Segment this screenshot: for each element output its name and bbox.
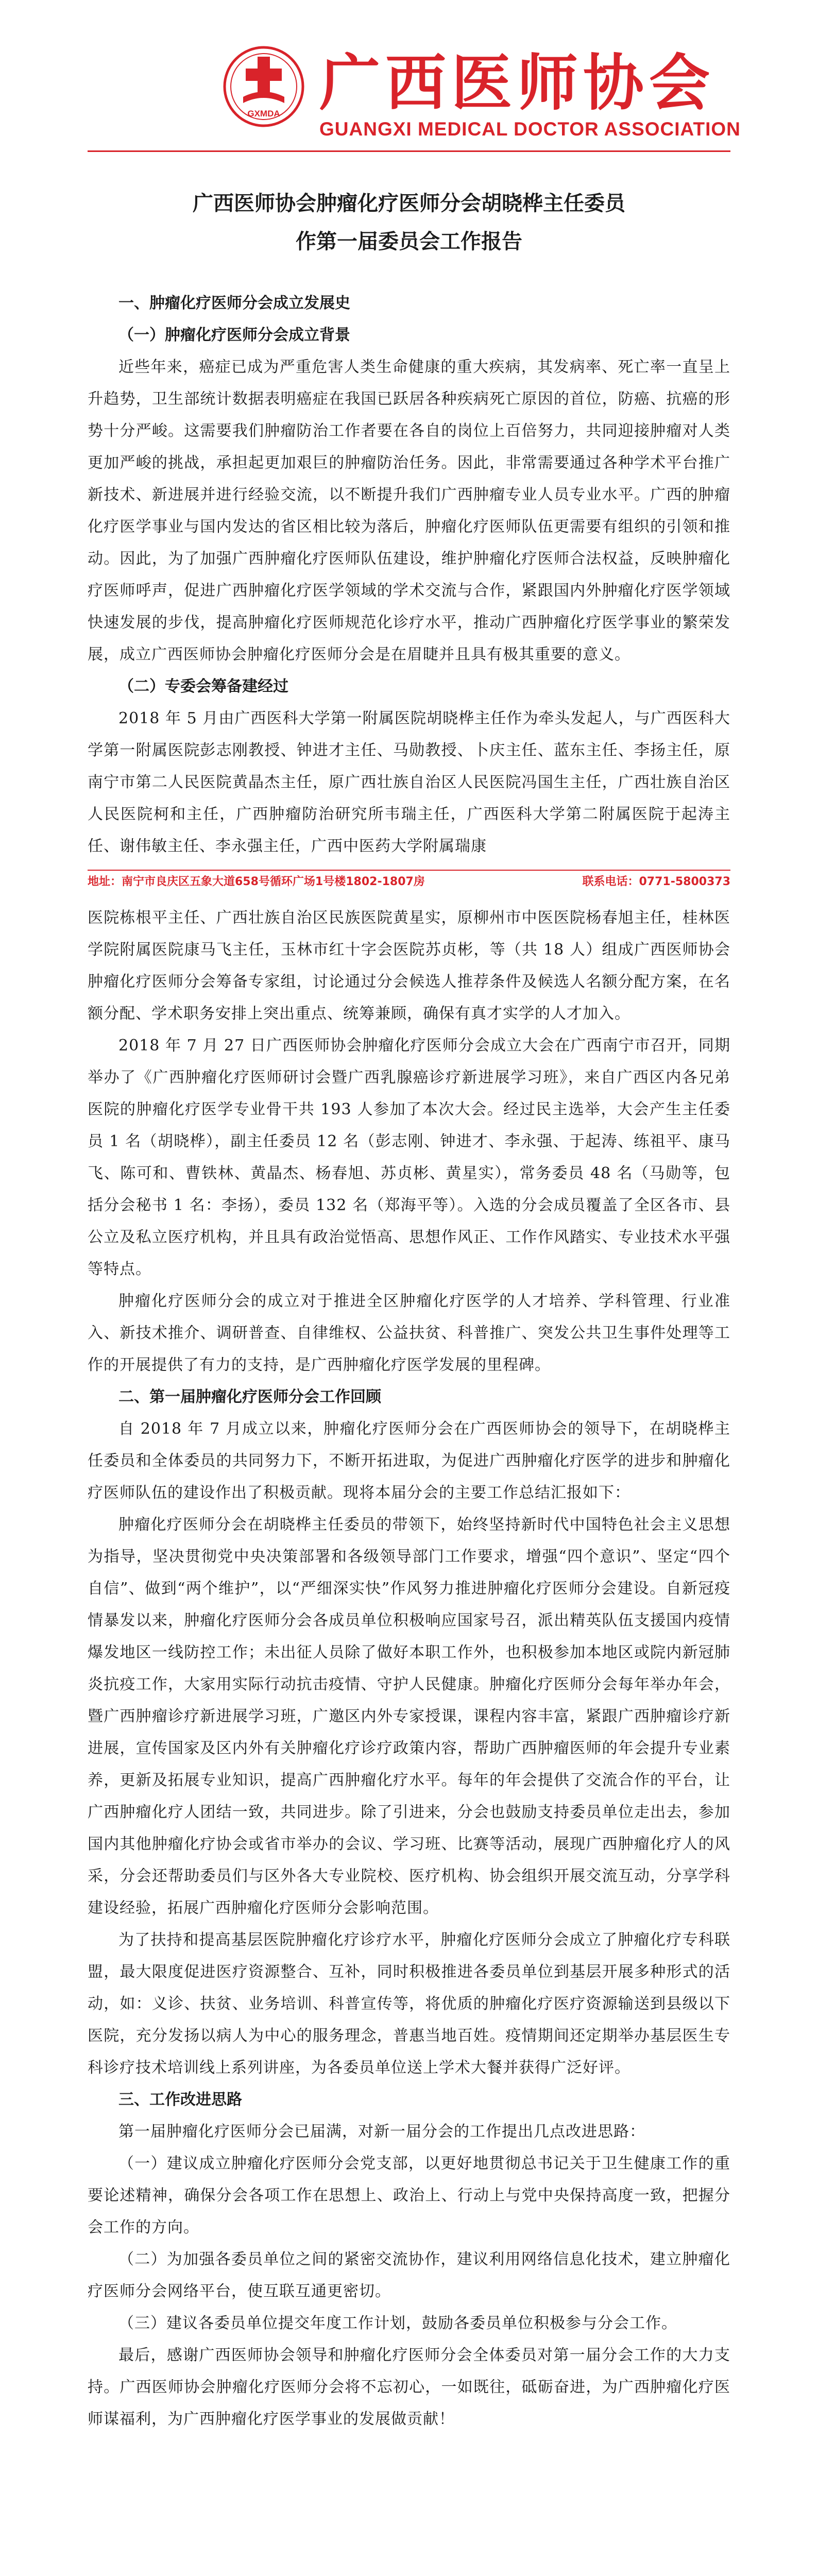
paragraph: 2018 年 5 月由广西医科大学第一附属医院胡晓桦主任作为牵头发起人，与广西医科大学第一附属医院彭志刚教授、钟进才主任、马勋教授、卜庆主任、蓝东主任、李扬主任，原南宁市第二人民医院黄晶杰主任，原广西壮族自治区人民医院冯国生主任，广西壮族自治区人民医院柯和主任，广西肿瘤防治研究所韦瑞主任，广西医科大学第二附属医院于起涛主任、谢伟敏主任、李永强主任，广西中医药大学附属瑞康	[88, 709, 730, 855]
section-3-heading: 三、工作改进思路	[118, 2091, 242, 2109]
paragraph: 2018 年 7 月 27 日广西医师协会肿瘤化疗医师分会成立大会在广西南宁市召开，同期举办了《广西肿瘤化疗医师研讨会暨广西乳腺癌诊疗新进展学习班》，来自广西区内各兄弟医院的肿瘤化疗医学专业骨干共 193 人参加了本次大会。经过民主选举，大会产生主任委员 1 名（胡晓桦），副主任委员 12 名（彭志刚、钟进才、李永强、于起涛、练祖平、康马飞、陈可和、曹铁林、黄晶杰、杨春旭、苏贞彬、黄星实），常务委员 48 名（马勋等，包括分会秘书 1 名：李扬），委员 132 名（郑海平等）。入选的分会成员覆盖了全区各市、县公立及私立医疗机构，并且具有政治觉悟高、思想作风正、工作作风踏实、专业技术水平强等特点。	[88, 1037, 730, 1278]
association-logo	[223, 45, 305, 128]
org-name-en: GUANGXI MEDICAL DOCTOR ASSOCIATION	[319, 118, 741, 140]
paragraph: 为了扶持和提高基层医院肿瘤化疗诊疗水平，肿瘤化疗医师分会成立了肿瘤化疗专科联盟，最大限度促进医疗资源整合、互补，同时积极推进各委员单位到基层开展多种形式的活动，如：义诊、扶贫、业务培训、科普宣传等，将优质的肿瘤化疗医疗资源输送到县级以下医院，充分发扬以病人为中心的服务理念，普惠当地百姓。疫情期间还定期举办基层医生专科诊疗技术培训线上系列讲座，为各委员单位送上学术大餐并获得广泛好评。	[88, 1931, 730, 2077]
title-line-2: 作第一届委员会工作报告	[296, 230, 522, 253]
page-footer	[88, 870, 730, 889]
paragraph: 最后，感谢广西医师协会领导和肿瘤化疗医师分会全体委员对第一届分会工作的大力支持。广西医师协会肿瘤化疗医师分会将不忘初心，一如既往，砥砺奋进，为广西肿瘤化疗医师谋福利，为广西肿瘤化疗医学事业的发展做贡献！	[88, 2346, 730, 2428]
footer-address: 地址：南宁市良庆区五象大道658号循环广场1号楼1802-1807房	[88, 875, 425, 888]
letterhead	[88, 0, 741, 170]
org-name-cn: 广西医师协会	[319, 47, 715, 118]
section-2-heading: 二、第一届肿瘤化疗医师分会工作回顾	[118, 1388, 381, 1406]
paragraph: 近些年来，癌症已成为严重危害人类生命健康的重大疾病，其发病率、死亡率一直呈上升趋势，卫生部统计数据表明癌症在我国已跃居各种疾病死亡原因的首位，防癌、抗癌的形势十分严峻。这需要我们肿瘤防治工作者要在各自的岗位上百倍努力，共同迎接肿瘤对人类更加严峻的挑战，承担起更加艰巨的肿瘤防治任务。因此，非常需要通过各种学术平台推广新技术、新进展并进行经验交流，以不断提升我们广西肿瘤专业人员专业水平。广西的肿瘤化疗医学事业与国内发达的省区相比较为落后，肿瘤化疗医师队伍更需要有组织的引领和推动。因此，为了加强广西肿瘤化疗医师队伍建设，维护肿瘤化疗医师合法权益，反映肿瘤化疗医师呼声，促进广西肿瘤化疗医学领域的学术交流与合作，紧跟国内外肿瘤化疗医学领域快速发展的步伐，提高肿瘤化疗医师规范化诊疗水平，推动广西肿瘤化疗医学事业的繁荣发展，成立广西医师协会肿瘤化疗医师分会是在眉睫并且具有极其重要的意义。	[88, 358, 730, 664]
paragraph: （一）建议成立肿瘤化疗医师分会党支部，以更好地贯彻总书记关于卫生健康工作的重要论述精神，确保分会各项工作在思想上、政治上、行动上与党中央保持高度一致，把握分会工作的方向。	[88, 2155, 730, 2236]
title-line-1: 广西医师协会肿瘤化疗医师分会胡晓桦主任委员	[193, 192, 625, 215]
paragraph: 自 2018 年 7 月成立以来，肿瘤化疗医师分会在广西医师协会的领导下，在胡晓桦主任委员和全体委员的共同努力下，不断开拓进取，为促进广西肿瘤化疗医学的进步和肿瘤化疗医师队伍的建设作出了积极贡献。现将本届分会的主要工作总结汇报如下：	[88, 1420, 730, 1502]
paragraph: （二）为加强各委员单位之间的紧密交流协作，建议利用网络信息化技术，建立肿瘤化疗医师分会网络平台，使互联互通更密切。	[88, 2250, 730, 2300]
paragraph: 肿瘤化疗医师分会在胡晓桦主任委员的带领下，始终坚持新时代中国特色社会主义思想为指导，坚决贯彻党中央决策部署和各级领导部门工作要求，增强“四个意识”、坚定“四个自信”、做到“两个维护”，以“严细深实快”作风努力推进肿瘤化疗医师分会建设。自新冠疫情暴发以来，肿瘤化疗医师分会各成员单位积极响应国家号召，派出精英队伍支援国内疫情爆发地区一线防控工作；未出征人员除了做好本职工作外，也积极参加本地区或院内新冠肺炎抗疫工作，大家用实际行动抗击疫情、守护人民健康。肿瘤化疗医师分会每年举办年会，暨广西肿瘤诊疗新进展学习班，广邀区内外专家授课，课程内容丰富，紧跟广西肿瘤诊疗新进展，宣传国家及区内外有关肿瘤化疗诊疗政策内容，帮助广西肿瘤医师的年会提升专业素养，更新及拓展专业知识，提高广西肿瘤化疗水平。每年的年会提供了交流合作的平台，让广西肿瘤化疗人团结一致，共同进步。除了引进来，分会也鼓励支持委员单位走出去，参加国内其他肿瘤化疗协会或省市举办的会议、学习班、比赛等活动，展现广西肿瘤化疗人的风采，分会还帮助委员们与区外各大专业院校、医疗机构、协会组织开展交流互动，分享学科建设经验，拓展广西肿瘤化疗医师分会影响范围。	[88, 1516, 730, 1917]
section-1-heading: 一、肿瘤化疗医师分会成立发展史	[118, 294, 350, 312]
paragraph: 肿瘤化疗医师分会的成立对于推进全区肿瘤化疗医学的人才培养、学科管理、行业准入、新技术推介、调研普查、自律维权、公益扶贫、科普推广、突发公共卫生事件处理等工作的开展提供了有力的支持，是广西肿瘤化疗医学发展的里程碑。	[88, 1292, 730, 1374]
paragraph: 医院栋根平主任、广西壮族自治区民族医院黄星实，原柳州市中医医院杨春旭主任，桂林医学院附属医院康马飞主任，玉林市红十字会医院苏贞彬，等（共 18 人）组成广西医师协会肿瘤化疗医师分会筹备专家组，讨论通过分会候选人推荐条件及候选人名额分配方案，在名额分配、学术职务安排上突出重点、统筹兼顾，确保有真才实学的人才加入。	[88, 909, 730, 1023]
section-1-subheading-2: （二）专委会筹备建经过	[118, 677, 288, 696]
report-title	[88, 184, 730, 261]
footer-phone: 联系电话：0771-5800373	[582, 875, 730, 888]
section-1-subheading-1: （一）肿瘤化疗医师分会成立背景	[118, 326, 350, 344]
paragraph: （三）建议各委员单位提交年度工作计划，鼓励各委员单位积极参与分会工作。	[118, 2314, 677, 2332]
paragraph: 第一届肿瘤化疗医师分会已届满，对新一届分会的工作提出几点改进思路：	[118, 2123, 645, 2141]
logo-text: GXMDA	[247, 109, 280, 118]
header-divider	[88, 150, 730, 152]
